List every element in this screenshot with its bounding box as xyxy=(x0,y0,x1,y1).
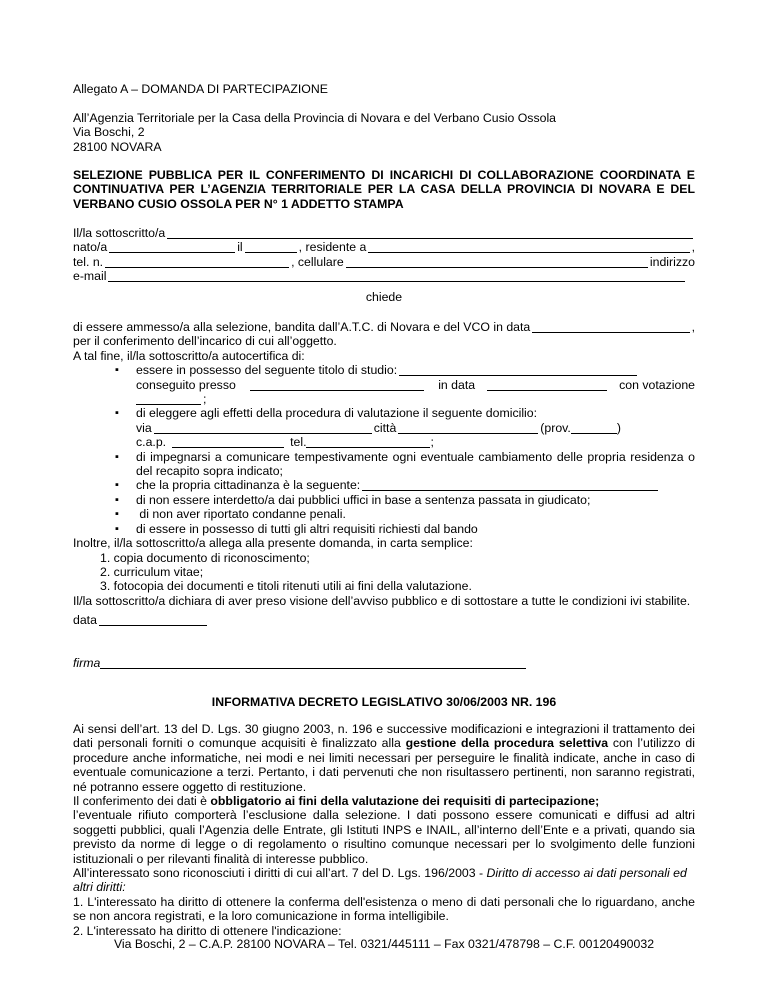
list-item xyxy=(73,507,695,521)
cap-field[interactable] xyxy=(172,435,284,448)
recipient-address xyxy=(73,111,695,154)
list-item xyxy=(73,493,695,507)
residence-field[interactable] xyxy=(368,240,689,253)
birthplace-field[interactable] xyxy=(109,240,235,253)
cittadinanza-field[interactable] xyxy=(362,478,658,491)
form-row-phone xyxy=(73,255,695,269)
in-data-label: in data xyxy=(438,377,476,392)
attachment-item: 1. copia documento di riconoscimento; xyxy=(100,550,310,565)
eleggere-text: ▪ di eleggere agli effetti della procedura di valutazione il seguente domicilio: xyxy=(136,406,538,421)
annex-label: Allegato A – DOMANDA DI PARTECIPAZIONE xyxy=(73,82,328,96)
tel-label: tel. n. xyxy=(73,254,104,269)
form-row-birth: nato/a il , residente a , xyxy=(73,240,695,255)
tel2-field[interactable] xyxy=(306,435,430,448)
attachment-item: 2. curriculum vitae; xyxy=(100,564,204,579)
signature-line xyxy=(73,656,695,670)
tel2-label: tel. xyxy=(290,435,307,450)
mobile-field[interactable] xyxy=(346,255,648,268)
informativa-body xyxy=(73,722,695,938)
conseguito-field[interactable] xyxy=(250,378,424,391)
informativa-p6: 2. L'interessato ha diritto di ottenere l'indicazione: xyxy=(73,923,342,938)
conseguito-label: conseguito presso xyxy=(136,377,236,392)
form-row-name xyxy=(73,226,695,240)
prov-field[interactable] xyxy=(571,421,617,434)
birthdate-field[interactable] xyxy=(245,240,297,253)
cap-label: c.a.p. xyxy=(136,435,167,450)
informativa-p3: l’eventuale rifiuto comporterà l’esclusione dalla selezione. I dati possono essere comunicati e diffusi ad altri soggetti pubblici, quali l’Agenzia delle Entrate, gli Istituti INPS e INAIL, all’interno dell’Ente e a privati, quando sia previsto da norme di legge o di regolamento o risultino comunque necessari per lo svolgimento delle funzioni istituzionali o per rilevanti finalità di interesse pubblico. xyxy=(73,808,695,866)
informativa-p4: All’interessato sono riconosciuti i diritti di cui all’art. 7 del D. Lgs. 196/2003 - Diritto di accesso ai dati personali ed altri diritti: xyxy=(73,866,687,895)
attachment-item: 3. fotocopia dei documenti e titoli ritenuti utili ai fini della valutazione. xyxy=(100,579,472,594)
votazione-label: con votazione xyxy=(619,377,695,392)
recipient-street: Via Boschi, 2 xyxy=(73,125,145,140)
request-body xyxy=(73,320,695,608)
conferimento-text: per il conferimento dell’incarico di cui all’oggetto. xyxy=(73,334,337,349)
applicant-form xyxy=(73,226,695,284)
informativa-p5: 1. L'interessato ha diritto di ottenere la conferma dell'esistenza o meno di dati personali che lo riguardano, anche se non ancora registrati, e la loro comunicazione in forma intelligibile. xyxy=(73,894,695,924)
autocertifica-text: A tal fine, il/la sottoscritto/a autocertifica di: xyxy=(73,348,305,363)
list-item xyxy=(73,522,695,536)
list-item xyxy=(73,478,695,492)
page-footer xyxy=(0,937,768,951)
email-field[interactable] xyxy=(108,269,685,282)
informativa-heading xyxy=(73,695,695,709)
sottoscritto-label: Il/la sottoscritto/a xyxy=(73,226,166,240)
titolo-date-field[interactable] xyxy=(487,378,607,391)
il-label: il xyxy=(237,240,243,255)
prov-label: (prov. xyxy=(540,420,571,435)
titolo-field[interactable] xyxy=(399,363,637,376)
inoltre-text: Inoltre, il/la sottoscritto/a allega alla presente domanda, in carta semplice: xyxy=(73,536,473,551)
document-title-block xyxy=(73,168,695,211)
cellulare-label: , cellulare xyxy=(291,254,344,269)
informativa-p1: Ai sensi dell’art. 13 del D. Lgs. 30 giugno 2003, n. 196 e successive modificazioni e integrazioni il trattamento dei dati personali forniti o comunque acquisiti è finalizzato alla gestione della procedura selettiva con l’utilizzo di procedure anche informatiche, nei modi e nei limiti necessari per perseguire le finalità indicate, anche in caso di eventuale comunicazione a terzi. Pertanto, i dati pervenuti che non risultassero pertinenti, non saranno registrati, né potranno essere oggetto di restituzione. xyxy=(73,722,696,794)
footer-address: Via Boschi, 2 – C.A.P. 28100 NOVARA – Tel. 0321/445111 – Fax 0321/478798 – C.F. 00120490032 xyxy=(113,937,655,951)
ammesso-row: di essere ammesso/a alla selezione, bandita dall’A.T.C. di Novara e del VCO in data , xyxy=(73,320,695,334)
chiede-text: chiede xyxy=(365,290,403,304)
titolo-label: ▪ essere in possesso del seguente titolo di studio: xyxy=(136,363,398,378)
interdetto-text: ▪ di non essere interdetto/a dai pubblici uffici in base a sentenza passata in giudicato; xyxy=(136,492,591,507)
email-label: e-mail xyxy=(73,269,107,284)
recipient-name: All’Agenzia Territoriale per la Casa della Provincia di Novara e del Verbano Cusio Ossola xyxy=(73,111,557,125)
recipient-city: 28100 NOVARA xyxy=(73,139,162,154)
ammesso-text: di essere ammesso/a alla selezione, bandita dall’A.T.C. di Novara e del VCO in data xyxy=(73,320,531,334)
attachment-list xyxy=(73,551,695,594)
date-line xyxy=(73,613,695,627)
nato-label: nato/a xyxy=(73,240,108,255)
informativa-p2: Il conferimento dei dati è obbligatorio ai fini della valutazione dei requisiti di partecipazione; xyxy=(73,794,600,809)
name-field[interactable] xyxy=(167,226,693,239)
via-label: via xyxy=(136,420,152,435)
bando-date-field[interactable] xyxy=(532,320,689,333)
via-field[interactable] xyxy=(154,421,372,434)
signature-field[interactable] xyxy=(100,656,526,669)
list-item: ▪ di eleggere agli effetti della procedura di valutazione il seguente domicilio: via città (prov. ) c.a.p. tel. ; xyxy=(73,406,695,449)
residente-label: , residente a xyxy=(298,240,367,255)
annex-header xyxy=(73,82,695,96)
informativa-title: INFORMATIVA DECRETO LEGISLATIVO 30/06/2003 NR. 196 xyxy=(211,695,557,709)
document-title: SELEZIONE PUBBLICA PER IL CONFERIMENTO DI INCARICHI DI COLLABORAZIONE COORDINATA E CONTINUATIVA PER L’AGENZIA TERRITORIALE PER LA CASA DELLA PROVINCIA DI NOVARA E DEL VERBANO CUSIO OSSOLA PER N° 1 ADDETTO STAMPA xyxy=(73,168,695,211)
chiede-heading xyxy=(73,290,695,304)
data-label: data xyxy=(73,613,97,627)
indirizzo-label: indirizzo xyxy=(649,254,695,269)
impegnarsi-text: ▪ di impegnarsi a comunicare tempestivamente ogni eventuale cambiamento delle propria residenza o del recapito sopra indicato; xyxy=(136,449,695,479)
requisiti-text: ▪ di essere in possesso di tutti gli altri requisiti richiesti dal bando xyxy=(136,521,478,536)
citta-label: città xyxy=(373,420,397,435)
citta-field[interactable] xyxy=(398,421,538,434)
signature-date-field[interactable] xyxy=(99,613,207,626)
declaration-list xyxy=(73,363,695,536)
list-item xyxy=(73,450,695,479)
firma-label: firma xyxy=(73,656,101,670)
form-row-email xyxy=(73,269,695,283)
dichiara-text: Il/la sottoscritto/a dichiara di aver preso visione dell’avviso pubblico e di sottostare a tutte le condizioni ivi stabilite. xyxy=(73,593,691,608)
list-item: ▪ essere in possesso del seguente titolo di studio: conseguito presso in data con votazione ; xyxy=(73,363,695,406)
condanne-text: ▪ di non aver riportato condanne penali. xyxy=(136,507,346,522)
phone-field[interactable] xyxy=(105,255,289,268)
cittadinanza-label: ▪ che la propria cittadinanza è la seguente: xyxy=(136,478,361,493)
votazione-field[interactable] xyxy=(136,392,201,405)
